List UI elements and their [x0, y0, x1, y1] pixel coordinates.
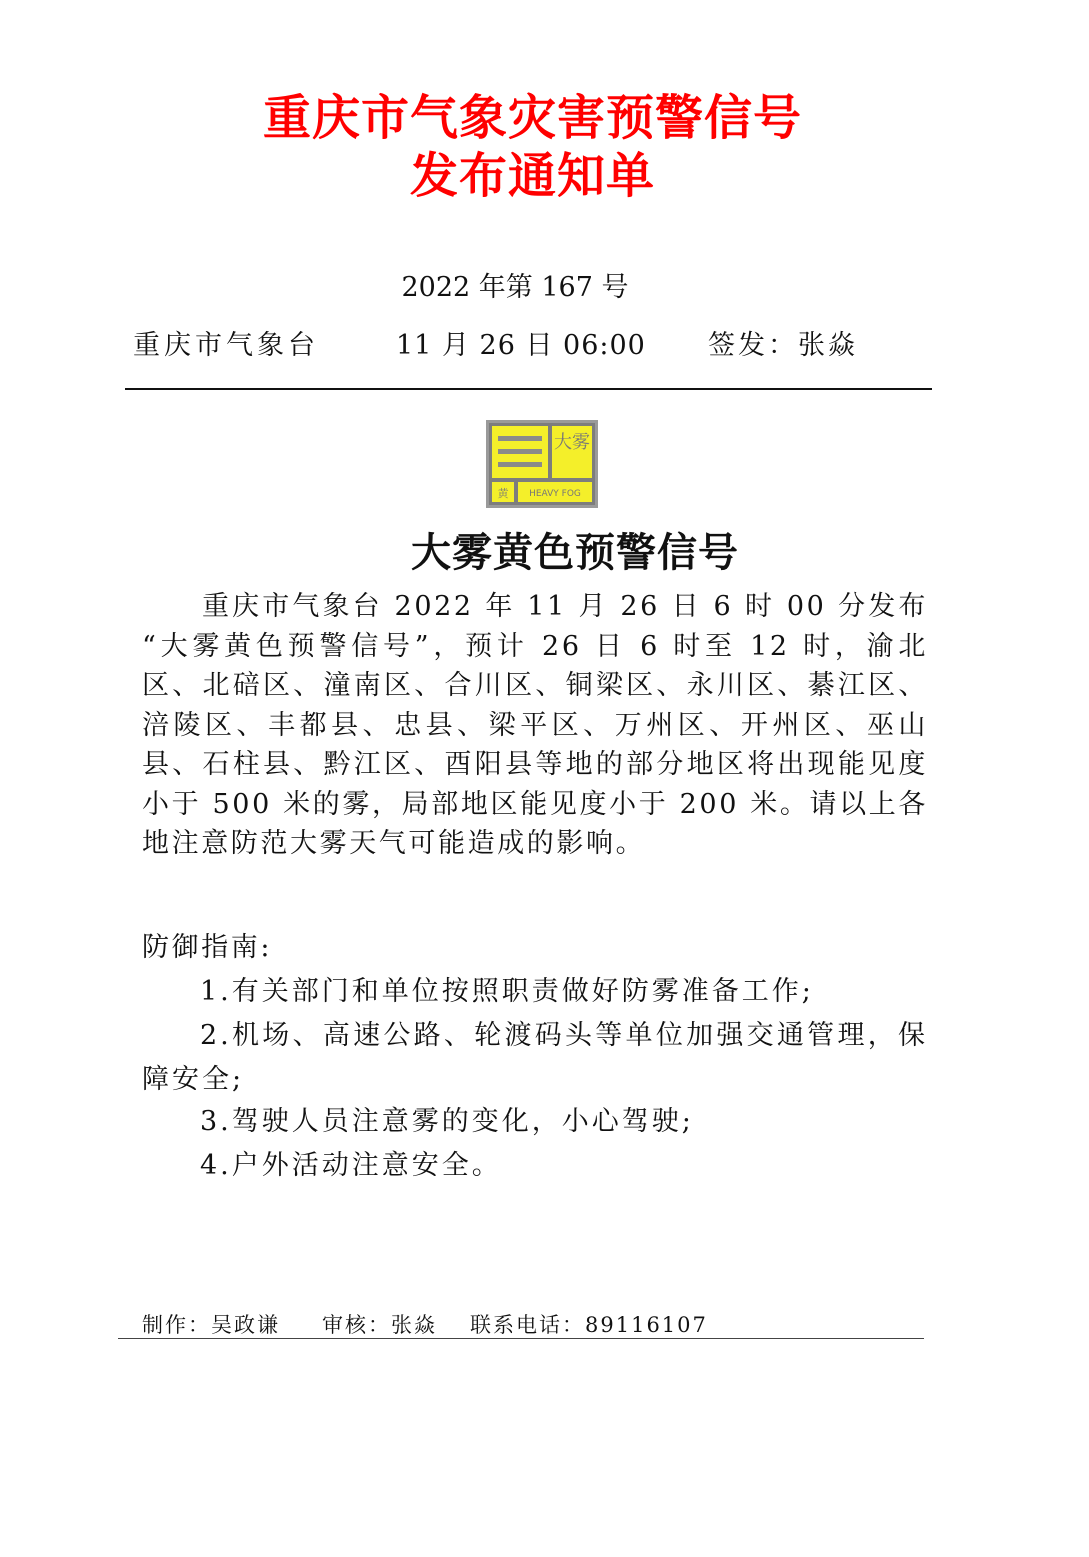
issue-datetime: 11 月 26 日 06:00 — [396, 330, 646, 361]
document-title-line-1: 重庆市气象灾害预警信号 — [262, 90, 802, 146]
fog-icon-label-cn: 大雾 — [554, 432, 590, 453]
guide-item: 2.机场、高速公路、轮渡码头等单位加强交通管理，保障安全; — [142, 1020, 928, 1095]
heavy-fog-yellow-icon — [486, 420, 598, 508]
document-title-line-2: 发布通知单 — [409, 148, 655, 204]
guide-item: 3.驾驶人员注意雾的变化，小心驾驶; — [200, 1106, 694, 1137]
header-divider — [125, 388, 932, 390]
signal-name: 大雾黄色预警信号 — [411, 530, 739, 576]
guide-item: 4.户外活动注意安全。 — [200, 1150, 502, 1181]
footer-phone: 联系电话：89116107 — [470, 1313, 708, 1337]
issuer-name: 重庆市气象台 — [133, 330, 319, 361]
signer: 签发：张焱 — [708, 330, 858, 361]
fog-icon-label-en: HEAVY FOG — [529, 489, 581, 499]
footer-author: 制作：吴政谦 — [142, 1313, 280, 1337]
fog-icon-label-small: 黄 — [497, 487, 509, 500]
issue-number: 2022 年第 167 号 — [401, 272, 629, 303]
bulletin-paragraph: 重庆市气象台 2022 年 11 月 26 日 6 时 00 分发布 “大雾黄色预警信号”，预计 26 日 6 时至 12 时，渝北区、北碚区、潼南区、合川区、铜梁区、永川区、綦江区、涪陵区、丰都县、忠县、梁平区、万州区、开州区、巫山县、石柱县、黔江区、酉阳县等地的部分地区将出现能见度小于 500 米的雾，局部地区能见度小于 200 米。请以上各地注意防范大雾天气可能造成的影响。 — [142, 591, 928, 859]
footer-reviewer: 审核：张焱 — [322, 1313, 437, 1337]
guide-heading: 防御指南: — [142, 932, 273, 963]
footer-divider — [118, 1338, 924, 1339]
guide-item: 1.有关部门和单位按照职责做好防雾准备工作; — [200, 976, 814, 1007]
